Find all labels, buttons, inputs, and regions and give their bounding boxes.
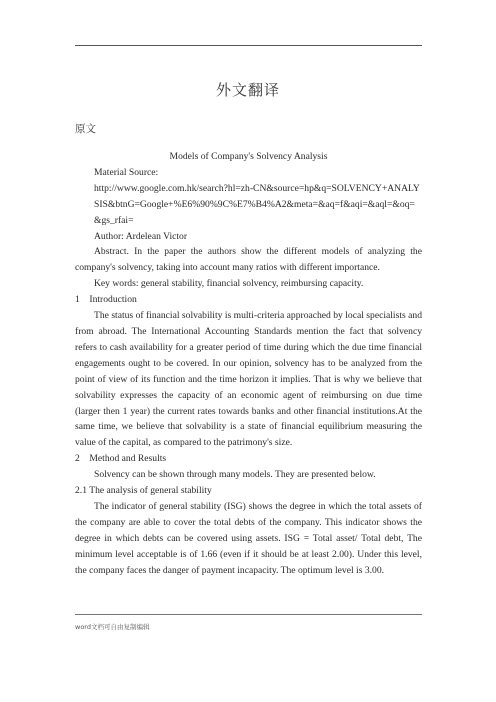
- footer-note: word文档可自由复制编辑: [75, 623, 150, 631]
- source-label: Material Source:: [94, 166, 159, 178]
- footer-rule: [75, 614, 422, 615]
- keywords-line: Key words: general stability, financial solvency, reimbursing capacity.: [94, 278, 364, 290]
- author-line: Author: Ardelean Victor: [94, 230, 188, 242]
- introduction-paragraph: The status of financial solvability is multi-criteria approached by local specialists and from abroad. The International Accounting Standards mention the fact that solvency refers to cash availability for a greater period of time during which the due time financial engagements ought to be covered. In our opinion, solvency has to be analyzed from the point of view of its function and the time horizon it implies. That is why we believe that solvability expresses the capacity of an economic agent of reimbursing on due time (larger then 1 year) the current rates towards banks and other financial institutions.At the same time, we believe that solvability is a state of financial equilibrium measuring the value of the capital, as compared to the patrimony's size.: [75, 310, 422, 449]
- source-url[interactable]: http://www.google.com.hk/search?hl=zh-CN&source=hp&q=SOLVENCY+ANALYSIS&btnG=Google+%E6%90%9C%E7%B4%A2&meta=&aq=f&aqi=&aql=&oq=&gs_rfai=: [94, 182, 420, 226]
- general-stability-paragraph: The indicator of general stability (ISG) shows the degree in which the total assets of the company are able to cover the total debts of the company. This indicator shows the degree in which debts can be covered using assets. ISG = Total asset/ Total debt, The minimum level acceptable is of 1.66 (even if it should be at least 2.00). Under this level, the company faces the danger of payment incapacity. The optimum level is 3.00.: [75, 500, 422, 576]
- abstract-paragraph: Abstract. In the paper the authors show the different models of analyzing the company's solvency, taking into account many ratios with different importance.: [75, 246, 422, 274]
- header-rule: [75, 45, 422, 46]
- heading-general-stability: 2.1 The analysis of general stability: [75, 485, 212, 497]
- document-body: [75, 149, 422, 578]
- section-label: 原文: [75, 123, 96, 135]
- heading-method-results: 2 Method and Results: [75, 453, 167, 465]
- heading-introduction: 1 Introduction: [75, 294, 137, 306]
- page-title: 外文翻译: [215, 81, 280, 99]
- article-title: Models of Company's Solvency Analysis: [169, 151, 328, 162]
- methods-paragraph: Solvency can be shown through many models. They are presented below.: [94, 469, 376, 481]
